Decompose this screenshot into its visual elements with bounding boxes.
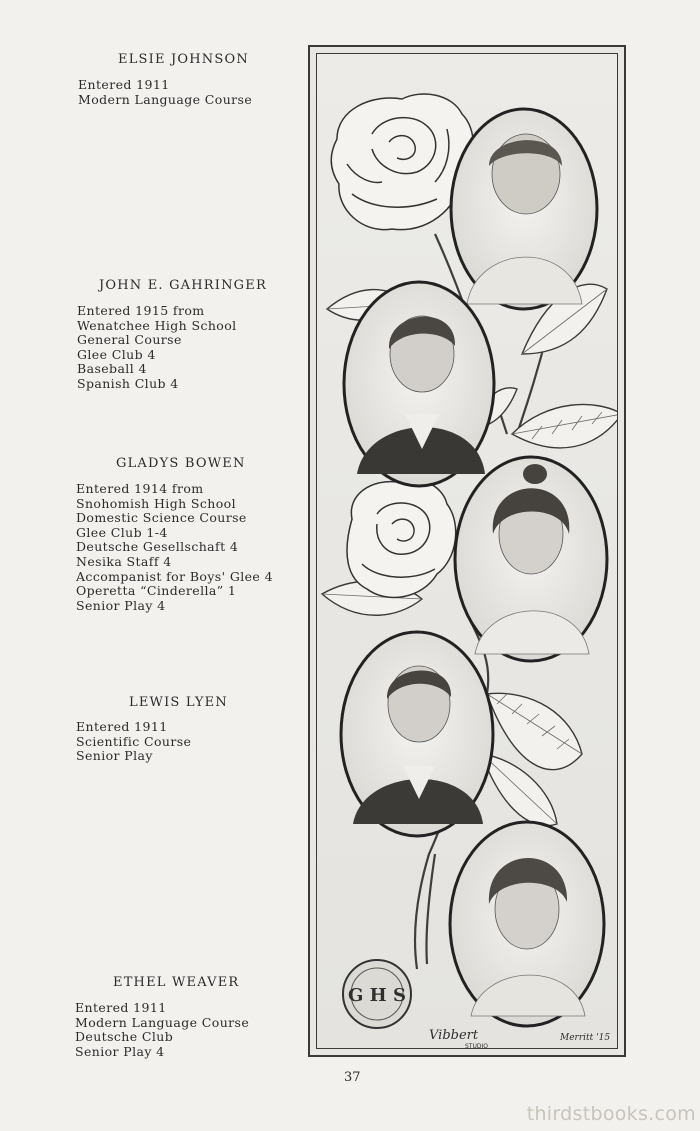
detail-line: Entered 1911 <box>78 77 170 92</box>
detail-line: Entered 1915 from <box>77 303 205 318</box>
student-name: ELSIE JOHNSON <box>118 52 249 67</box>
seal-text: G H S <box>348 985 406 1006</box>
portrait-oval-5 <box>450 822 604 1026</box>
detail-line: Modern Language Course <box>75 1014 250 1030</box>
student-name: LEWIS LYEN <box>129 695 228 710</box>
detail-line: Glee Club 1-4 <box>76 524 168 540</box>
detail-line: Snohomish High School <box>76 495 236 511</box>
detail-line: Entered 1914 from <box>76 481 204 496</box>
detail-line: Operetta “Cinderella” 1 <box>76 583 237 599</box>
rose-middle <box>347 479 456 597</box>
student-name: JOHN E. GAHRINGER <box>99 278 267 293</box>
detail-line: Entered 1911 <box>76 719 168 734</box>
studio-word: STUDIO <box>465 1043 488 1050</box>
detail-line: Scientific Course <box>76 733 192 749</box>
portrait-oval-3 <box>455 457 607 661</box>
detail-line: Modern Language Course <box>78 91 253 107</box>
detail-line: Deutsche Gesellschaft 4 <box>76 539 239 555</box>
watermark: thirdstbooks.com <box>526 1103 696 1125</box>
portrait-panel <box>308 45 626 1057</box>
detail-line: Senior Play <box>76 748 153 764</box>
detail-line: Deutsche Club <box>75 1029 174 1045</box>
artist-signature: Merritt '15 <box>560 1033 611 1043</box>
portrait-oval-2 <box>344 282 494 486</box>
detail-line: Domestic Science Course <box>76 510 247 526</box>
panel-illustration <box>317 54 618 1049</box>
detail-line: Accompanist for Boys' Glee 4 <box>76 568 273 584</box>
detail-line: Senior Play 4 <box>76 597 166 613</box>
page-number: 37 <box>344 1070 361 1085</box>
detail-line: Entered 1911 <box>75 1000 167 1015</box>
detail-line: Wenatchee High School <box>77 317 237 333</box>
portrait-oval-1 <box>451 109 597 309</box>
detail-line: Baseball 4 <box>77 361 147 377</box>
studio-signature: Vibbert <box>429 1028 479 1043</box>
portrait-oval-4 <box>341 632 493 836</box>
student-name: GLADYS BOWEN <box>116 456 246 471</box>
detail-line: Senior Play 4 <box>75 1043 165 1059</box>
detail-line: Nesika Staff 4 <box>76 553 172 569</box>
detail-line: Glee Club 4 <box>77 346 156 362</box>
school-seal <box>343 960 411 1028</box>
student-name: ETHEL WEAVER <box>113 975 240 990</box>
detail-line: General Course <box>77 332 182 348</box>
detail-line: Spanish Club 4 <box>77 375 179 391</box>
portrait-panel-inner <box>316 53 618 1049</box>
